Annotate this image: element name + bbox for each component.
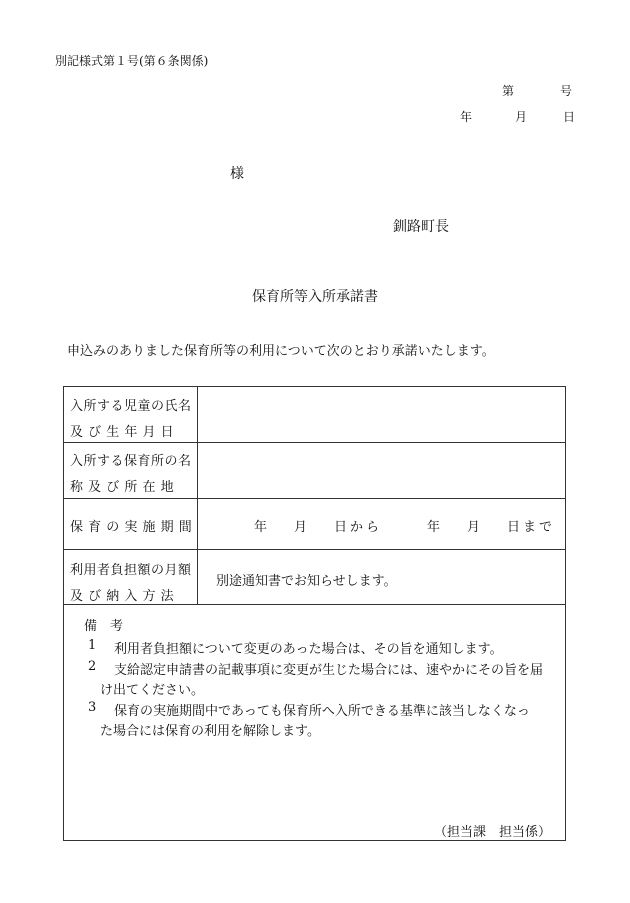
note-1-text: 利用者負担額について変更のあった場合は、その旨を通知します。 — [114, 642, 503, 657]
note-3-number: 3 — [88, 700, 97, 715]
fee-value: 別途通知書でお知らせします。 — [216, 574, 397, 589]
fee-label-line2: 及 び 納 入 方 法 — [70, 589, 175, 604]
note-2-text-line2: け出てください。 — [100, 683, 205, 698]
row-divider — [64, 498, 565, 499]
period-from-month: 月 — [294, 520, 308, 535]
fee-label-line1: 利用者負担額の月額 — [70, 563, 192, 578]
nursery-name-label-line1: 入所する保育所の名 — [70, 454, 192, 469]
document-title: 保育所等入所承諾書 — [252, 289, 378, 305]
notes-heading: 備 考 — [84, 619, 124, 634]
note-2-text-line1: 支給認定申請書の記載事項に変更が生じた場合には、速やかにその旨を届 — [114, 663, 544, 678]
form-reference: 別記様式第１号(第６条関係) — [55, 54, 209, 68]
row-divider — [64, 442, 565, 443]
period-from-year: 年 — [254, 520, 268, 535]
note-1-number: 1 — [88, 638, 97, 653]
column-divider — [197, 387, 198, 604]
addressee-honorific: 様 — [230, 166, 244, 182]
date-month-label: 月 — [515, 110, 528, 124]
date-day-label: 日 — [563, 110, 576, 124]
contact-department: （担当課 担当係） — [433, 825, 551, 840]
approval-table — [63, 386, 566, 841]
note-3-text-line1: 保育の実施期間中であっても保育所へ入所できる基準に該当しなくなっ — [114, 704, 530, 719]
row-divider — [64, 604, 565, 605]
document-number-suffix: 号 — [560, 84, 573, 98]
child-name-label-line1: 入所する児童の氏名 — [70, 399, 192, 414]
period-to-day: 日まで — [507, 520, 556, 535]
document-number-prefix: 第 — [502, 84, 515, 98]
period-to-year: 年 — [427, 520, 441, 535]
row-divider — [64, 549, 565, 550]
period-from-day: 日から — [334, 520, 383, 535]
issuer-name: 釧路町長 — [393, 219, 449, 235]
care-period-label: 保 育 の 実 施 期 間 — [70, 520, 193, 535]
intro-text: 申込みのありました保育所等の利用について次のとおり承諾いたします。 — [67, 344, 495, 359]
note-2-number: 2 — [88, 659, 97, 674]
nursery-name-label-line2: 称 及 び 所 在 地 — [70, 480, 175, 495]
note-3-text-line2: た場合には保育の利用を解除します。 — [100, 724, 320, 739]
period-to-month: 月 — [467, 520, 481, 535]
date-year-label: 年 — [460, 110, 473, 124]
child-name-label-line2: 及 び 生 年 月 日 — [70, 425, 175, 440]
